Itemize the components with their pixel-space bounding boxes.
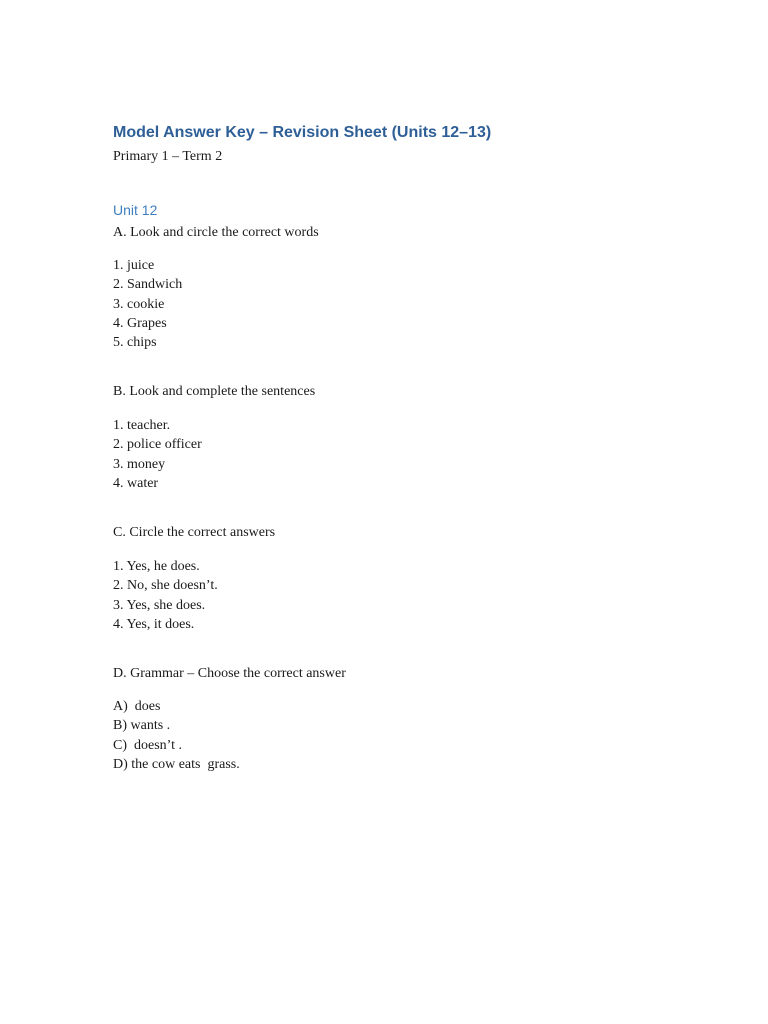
answer-item: 1. juice xyxy=(113,258,155,273)
answer-item: 5. chips xyxy=(113,335,157,351)
document-title: Model Answer Key – Revision Sheet (Units 12–13) xyxy=(113,124,492,141)
answer-item: 1. teacher. xyxy=(113,418,171,433)
section-a-answer-list xyxy=(113,256,182,352)
answer-item: 3. Yes, she does. xyxy=(113,597,206,613)
section-a-heading: A. Look and circle the correct words xyxy=(113,225,319,240)
answer-item: 2. No, she doesn’t. xyxy=(113,578,218,594)
section-b-heading: B. Look and complete the sentences xyxy=(113,384,316,399)
answer-item: 4. Yes, it does. xyxy=(113,616,195,632)
section-d-answer-list xyxy=(113,697,240,774)
section-c-answer-list xyxy=(113,557,218,634)
answer-item: C) doesn’t . xyxy=(113,737,182,753)
answer-item: D) the cow eats grass. xyxy=(113,756,240,772)
answer-item: 3. money xyxy=(113,456,166,472)
section-b-answer-list xyxy=(113,416,202,493)
answer-item: 2. police officer xyxy=(113,437,202,453)
unit-heading: Unit 12 xyxy=(113,202,158,218)
section-c-heading: C. Circle the correct answers xyxy=(113,525,276,540)
answer-item: A) does xyxy=(113,699,161,714)
answer-item: 1. Yes, he does. xyxy=(113,559,200,574)
answer-item: 4. Grapes xyxy=(113,315,167,331)
answer-item: 2. Sandwich xyxy=(113,277,183,293)
answer-item: 4. water xyxy=(113,475,159,491)
section-d-heading: D. Grammar – Choose the correct answer xyxy=(113,666,346,681)
answer-item: 3. cookie xyxy=(113,296,165,312)
document-subtitle: Primary 1 – Term 2 xyxy=(113,149,223,164)
answer-item: B) wants . xyxy=(113,718,171,734)
